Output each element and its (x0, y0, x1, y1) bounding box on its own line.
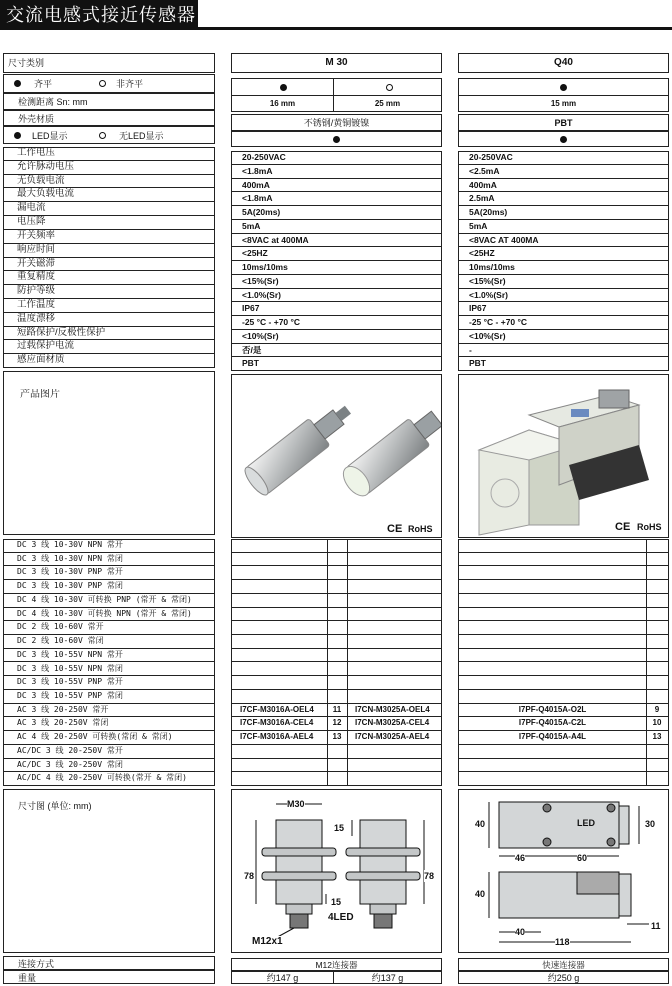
model-m30b: I7CN-M3025A-OEL4 (347, 704, 441, 718)
model-n2 (646, 594, 668, 608)
q40-dim-11: 11 (651, 921, 661, 931)
q40-spec-value: <10%(Sr) (459, 330, 668, 344)
model-q40 (459, 621, 646, 635)
m30-flush-dot-icon (280, 84, 287, 91)
model-q40 (459, 566, 646, 580)
q40-spec-value: <25HZ (459, 247, 668, 261)
model-n2: 10 (646, 717, 668, 731)
model-n1: 13 (327, 731, 347, 745)
m30-dims-box (231, 789, 442, 953)
model-m30b (347, 759, 441, 773)
model-label: DC 3 线 10-55V PNP 常开 (3, 676, 215, 690)
m30-rohs-mark: RoHS (408, 524, 433, 534)
model-m30b (347, 621, 441, 635)
q40-spec-value: <15%(Sr) (459, 275, 668, 289)
shell-label-box (3, 110, 215, 126)
model-q40 (459, 649, 646, 663)
model-n1 (327, 635, 347, 649)
model-label: DC 3 线 10-30V NPN 常闭 (3, 553, 215, 567)
model-n2 (646, 580, 668, 594)
model-q40 (459, 676, 646, 690)
m30-dimension-drawing (232, 790, 441, 952)
model-m30b (347, 594, 441, 608)
m30-shell-box (231, 114, 442, 131)
model-label: DC 3 线 10-30V PNP 常闭 (3, 580, 215, 594)
model-m30a (232, 676, 327, 690)
model-n2 (646, 553, 668, 567)
q40-spec-value: IP67 (459, 302, 668, 316)
weight-label: 重量 (18, 973, 37, 983)
model-q40 (459, 772, 646, 786)
model-n2 (646, 676, 668, 690)
model-q40 (459, 553, 646, 567)
q40-dim-46: 46 (515, 853, 526, 863)
m30-spec-value: 20-250VAC (232, 151, 441, 165)
model-m30a (232, 759, 327, 773)
model-q40 (459, 663, 646, 677)
m30-dim-len2: 78 (424, 871, 435, 881)
model-n1 (327, 663, 347, 677)
model-label: AC 3 线 20-250V 常开 (3, 704, 215, 718)
q40-spec-value: 10ms/10ms (459, 261, 668, 275)
model-m30a (232, 772, 327, 786)
q40-header: Q40 (554, 57, 573, 68)
spec-label: 工作温度 (3, 299, 215, 313)
m30-spec-value: 10ms/10ms (232, 261, 441, 275)
model-q40 (459, 759, 646, 773)
q40-led-box (458, 131, 669, 147)
model-m30a: I7CF-M3016A-CEL4 (232, 717, 327, 731)
connection-label: 连接方式 (18, 959, 55, 969)
spec-label: 重复精度 (3, 271, 215, 285)
m30-header-box (231, 53, 442, 73)
model-m30b (347, 649, 441, 663)
q40-dimension-drawing (459, 790, 668, 952)
m30-weight-box (231, 971, 442, 984)
m30-led-dot-icon (333, 136, 340, 143)
model-m30a: I7CF-M3016A-OEL4 (232, 704, 327, 718)
model-m30b (347, 635, 441, 649)
model-m30b (347, 566, 441, 580)
model-n1 (327, 759, 347, 773)
led-label-box (3, 126, 215, 144)
q40-rohs-mark: RoHS (637, 522, 662, 532)
model-n1 (327, 608, 347, 622)
model-m30a (232, 649, 327, 663)
spec-label: 无负载电流 (3, 175, 215, 189)
weight-label-box (3, 970, 215, 984)
q40-dim-30: 30 (645, 819, 656, 829)
model-n2: 13 (646, 731, 668, 745)
m30-spec-value: <25HZ (232, 247, 441, 261)
q40-ce-mark: CE (615, 521, 631, 533)
photo-label-box (3, 371, 215, 535)
model-m30b (347, 745, 441, 759)
model-q40 (459, 635, 646, 649)
model-n1 (327, 580, 347, 594)
q40-connection: 快速连接器 (542, 960, 585, 970)
q40-install-hline (459, 95, 668, 96)
m30-dim-thread: M12x1 (252, 936, 283, 947)
conn-label-box (3, 956, 215, 970)
model-n1: 12 (327, 717, 347, 731)
model-m30a (232, 608, 327, 622)
model-n2 (646, 635, 668, 649)
model-n2 (646, 566, 668, 580)
model-q40 (459, 745, 646, 759)
model-n1 (327, 594, 347, 608)
m30-spec-value: 5mA (232, 220, 441, 234)
model-n2 (646, 690, 668, 704)
model-label: AC/DC 3 线 20-250V 常闭 (3, 759, 215, 773)
model-n1 (327, 676, 347, 690)
q40-spec-value: 20-250VAC (459, 151, 668, 165)
model-m30b: I7CN-M3025A-AEL4 (347, 731, 441, 745)
m30-weight-a: 约147 g (266, 973, 299, 983)
model-n2 (646, 539, 668, 553)
m30-spec-value: <1.8mA (232, 165, 441, 179)
model-n2 (646, 759, 668, 773)
dims-label-box (3, 789, 215, 953)
led-yes-label: LED显示 (32, 131, 68, 141)
model-m30b (347, 676, 441, 690)
model-m30b (347, 690, 441, 704)
model-m30a (232, 635, 327, 649)
q40-spec-value: 400mA (459, 179, 668, 193)
model-n2 (646, 621, 668, 635)
m30-detect-flush: 16 mm (269, 99, 296, 108)
nonflush-ring-icon (99, 80, 106, 87)
m30-photo-box (231, 374, 442, 538)
q40-photo-box (458, 374, 669, 538)
spec-label: 工作电压 (3, 147, 215, 161)
model-m30a (232, 566, 327, 580)
q40-conn-box (458, 958, 669, 971)
model-m30a (232, 690, 327, 704)
m30-dim-15b: 15 (331, 897, 342, 907)
m30-dim-len: 78 (244, 871, 255, 881)
m30-ce-mark: CE (387, 523, 403, 535)
title-underline (198, 27, 672, 30)
model-label: DC 4 线 10-30V 可转换 NPN (常开 & 常闭) (3, 608, 215, 622)
spec-label: 最大负载电流 (3, 188, 215, 202)
model-n1 (327, 745, 347, 759)
spec-label: 开关磁滞 (3, 258, 215, 272)
m30-spec-value: <8VAC at 400MA (232, 234, 441, 248)
led-no-label: 无LED显示 (119, 131, 164, 141)
model-n1: 11 (327, 704, 347, 718)
model-label: AC/DC 4 线 20-250V 可转换(常开 & 常闭) (3, 772, 215, 786)
q40-weight-box (458, 971, 669, 984)
spec-label: 电压降 (3, 216, 215, 230)
flush-dot-icon (14, 80, 21, 87)
q40-spec-value: <8VAC AT 400MA (459, 234, 668, 248)
m30-shell: 不锈钢/黄铜镀镍 (303, 118, 370, 128)
q40-spec-value: <2.5mA (459, 165, 668, 179)
model-m30a (232, 553, 327, 567)
model-label: DC 2 线 10-60V 常开 (3, 621, 215, 635)
size-class-label: 尺寸类别 (8, 58, 45, 68)
model-q40 (459, 608, 646, 622)
q40-product-photo (459, 375, 668, 537)
model-n1 (327, 772, 347, 786)
model-m30b: I7CN-M3025A-CEL4 (347, 717, 441, 731)
q40-spec-value: - (459, 344, 668, 358)
model-n2 (646, 772, 668, 786)
model-n2 (646, 663, 668, 677)
led-no-ring-icon (99, 132, 106, 139)
model-label: DC 2 线 10-60V 常闭 (3, 635, 215, 649)
model-n1 (327, 621, 347, 635)
model-label: DC 3 线 10-55V PNP 常闭 (3, 690, 215, 704)
q40-dim-h2: 40 (475, 889, 486, 899)
model-q40 (459, 594, 646, 608)
model-n2: 9 (646, 704, 668, 718)
spec-label: 漏电流 (3, 202, 215, 216)
model-label: DC 3 线 10-30V NPN 常开 (3, 539, 215, 553)
model-n2 (646, 608, 668, 622)
m30-spec-value: 5A(20ms) (232, 206, 441, 220)
nonflush-label: 非齐平 (116, 79, 144, 89)
m30-dim-15a: 15 (334, 823, 345, 833)
m30-spec-value: 否/是 (232, 344, 441, 358)
install-type-box (3, 74, 215, 93)
m30-spec-value: PBT (232, 357, 441, 371)
model-n1 (327, 649, 347, 663)
model-m30a (232, 594, 327, 608)
m30-spec-value: IP67 (232, 302, 441, 316)
q40-spec-value: 5A(20ms) (459, 206, 668, 220)
spec-label: 温度漂移 (3, 313, 215, 327)
m30-spec-value: <1.0%(Sr) (232, 289, 441, 303)
m30-spec-value: <10%(Sr) (232, 330, 441, 344)
model-n1 (327, 539, 347, 553)
q40-spec-value: -25 °C - +70 °C (459, 316, 668, 330)
model-m30a (232, 663, 327, 677)
spec-label: 开关频率 (3, 230, 215, 244)
dims-label: 尺寸图 (单位: mm) (18, 801, 92, 811)
model-n1 (327, 553, 347, 567)
q40-shell-box (458, 114, 669, 131)
model-label: DC 3 线 10-30V PNP 常开 (3, 566, 215, 580)
q40-install-box (458, 78, 669, 112)
m30-product-photo (232, 375, 441, 537)
model-q40: I7PF-Q4015A-A4L (459, 731, 646, 745)
spec-label: 短路保护/反极性保护 (3, 327, 215, 341)
model-label: DC 4 线 10-30V 可转换 PNP (常开 & 常闭) (3, 594, 215, 608)
m30-install-hline (232, 95, 441, 96)
photo-label: 产品图片 (20, 389, 60, 400)
model-m30a (232, 745, 327, 759)
q40-detect: 15 mm (550, 99, 577, 108)
q40-flush-dot-icon (560, 84, 567, 91)
m30-spec-value: -25 °C - +70 °C (232, 316, 441, 330)
m30-connection: M12连接器 (315, 960, 358, 970)
title-bar (0, 0, 672, 30)
m30-spec-value: 400mA (232, 179, 441, 193)
q40-spec-value: 5mA (459, 220, 668, 234)
m30-dim-width: M30 (287, 799, 305, 809)
detect-label-box (3, 93, 215, 110)
model-m30b (347, 608, 441, 622)
model-m30b (347, 580, 441, 594)
q40-shell: PBT (554, 118, 573, 128)
label-header-box (3, 53, 215, 73)
m30-weight-b: 约137 g (371, 973, 404, 983)
q40-led-dot-icon (560, 136, 567, 143)
model-label: DC 3 线 10-55V NPN 常开 (3, 649, 215, 663)
q40-dim-led: LED (577, 818, 595, 828)
model-m30b (347, 539, 441, 553)
model-q40 (459, 539, 646, 553)
q40-spec-value: <1.0%(Sr) (459, 289, 668, 303)
spec-label: 允许脉动电压 (3, 161, 215, 175)
m30-conn-box (231, 958, 442, 971)
model-label: AC 3 线 20-250V 常闭 (3, 717, 215, 731)
flush-label: 齐平 (34, 79, 53, 89)
q40-dims-box (458, 789, 669, 953)
model-q40: I7PF-Q4015A-O2L (459, 704, 646, 718)
model-m30a (232, 580, 327, 594)
m30-spec-value: <1.8mA (232, 192, 441, 206)
q40-dim-40: 40 (515, 927, 526, 937)
q40-dim-h1: 40 (475, 819, 486, 829)
model-m30a (232, 539, 327, 553)
m30-dim-led: 4LED (328, 912, 354, 923)
model-label: AC/DC 3 线 20-250V 常开 (3, 745, 215, 759)
m30-spec-value: <15%(Sr) (232, 275, 441, 289)
model-q40 (459, 690, 646, 704)
model-q40 (459, 580, 646, 594)
detect-label: 检测距离 Sn: mm (18, 97, 88, 107)
model-m30b (347, 553, 441, 567)
model-label: AC 4 线 20-250V 可转换(常闭 & 常闭) (3, 731, 215, 745)
q40-dim-118: 118 (555, 937, 570, 947)
q40-header-box (458, 53, 669, 73)
m30-detect-nonflush: 25 mm (374, 99, 401, 108)
q40-dim-60: 60 (577, 853, 588, 863)
model-m30b (347, 663, 441, 677)
model-n2 (646, 745, 668, 759)
page-title: 交流电感式接近传感器 (0, 0, 198, 30)
spec-label: 过载保护电流 (3, 340, 215, 354)
model-m30a (232, 621, 327, 635)
model-q40: I7PF-Q4015A-C2L (459, 717, 646, 731)
model-m30a: I7CF-M3016A-AEL4 (232, 731, 327, 745)
q40-spec-value: 2.5mA (459, 192, 668, 206)
led-yes-dot-icon (14, 132, 21, 139)
shell-label: 外壳材质 (18, 114, 55, 124)
m30-header: M 30 (325, 57, 348, 68)
model-n1 (327, 566, 347, 580)
model-n2 (646, 649, 668, 663)
model-n1 (327, 690, 347, 704)
spec-label: 响应时间 (3, 244, 215, 258)
model-m30b (347, 772, 441, 786)
model-label: DC 3 线 10-55V NPN 常闭 (3, 663, 215, 677)
spec-label: 防护等级 (3, 285, 215, 299)
m30-install-box (231, 78, 442, 112)
m30-led-box (231, 131, 442, 147)
m30-nonflush-ring-icon (386, 84, 393, 91)
spec-label: 感应面材质 (3, 354, 215, 368)
q40-weight: 约250 g (547, 973, 580, 983)
q40-spec-value: PBT (459, 357, 668, 371)
